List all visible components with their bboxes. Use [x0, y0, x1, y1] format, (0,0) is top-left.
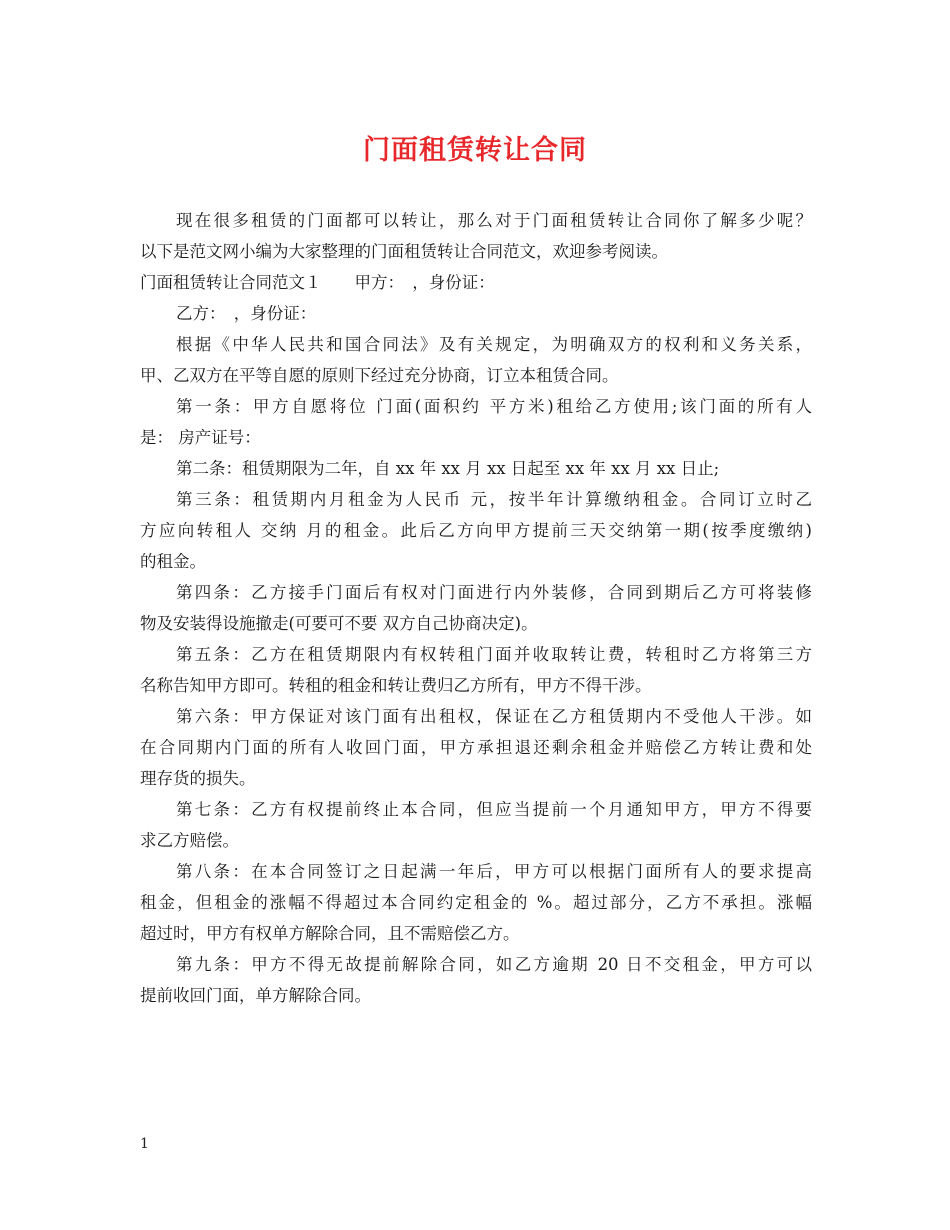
text-line: 根据《中华人民共和国合同法》及有关规定，为明确双方的权利和义务关系，: [176, 335, 812, 354]
text-line: 物及安装得设施撤走(可要可不要 双方自己协商决定)。: [140, 614, 538, 633]
page-number: 1: [140, 1136, 149, 1152]
text-line: 在合同期内门面的所有人收回门面，甲方承担退还剩余租金并赔偿乙方转让费和处: [140, 738, 812, 757]
text-line: 第七条：乙方有权提前终止本合同，但应当提前一个月通知甲方，甲方不得要: [176, 800, 812, 819]
document-title: 门面租赁转让合同: [363, 135, 587, 166]
text-line: 第八条：在本合同签订之日起满一年后，甲方可以根据门面所有人的要求提高: [176, 862, 812, 881]
text-line: 是： 房产证号：: [140, 428, 261, 447]
text-line: 以下是范文网小编为大家整理的门面租赁转让合同范文，欢迎参考阅读。: [140, 242, 668, 261]
text-line: 理存货的损失。: [140, 769, 256, 788]
text-line: 乙方： ，身份证：: [176, 304, 317, 323]
text-line: 现在很多租赁的门面都可以转让，那么对于门面租赁转让合同你了解多少呢？: [176, 211, 812, 230]
text-line: 第四条：乙方接手门面后有权对门面进行内外装修，合同到期后乙方可将装修: [176, 583, 812, 602]
text-line: 方应向转租人 交纳 月的租金。此后乙方向甲方提前三天交纳第一期(按季度缴纳): [140, 521, 812, 540]
text-line: 名称告知甲方即可。转租的租金和转让费归乙方所有，甲方不得干涉。: [140, 676, 652, 695]
text-line: 第一条：甲方自愿将位 门面(面积约 平方米)租给乙方使用;该门面的所有人: [176, 397, 812, 416]
text-line: 的租金。: [140, 552, 206, 571]
text-line: 租金，但租金的涨幅不得超过本合同约定租金的 %。超过部分，乙方不承担。涨幅: [140, 893, 812, 912]
text-line: 第二条：租赁期限为二年，自 xx 年 xx 月 xx 日起至 xx 年 xx 月 xx 日止;: [176, 459, 720, 478]
document-body: [140, 205, 812, 1011]
text-line: 第九条：甲方不得无故提前解除合同，如乙方逾期 20 日不交租金，甲方可以: [176, 955, 812, 974]
text-line: 求乙方赔偿。: [140, 831, 239, 850]
text-line: 第五条：乙方在租赁期限内有权转租门面并收取转让费，转租时乙方将第三方: [176, 645, 812, 664]
text-line: 门面租赁转让合同范文１ 甲方： ，身份证：: [140, 273, 495, 292]
text-line: 甲、乙双方在平等自愿的原则下经过充分协商，订立本租赁合同。: [140, 366, 619, 385]
text-line: 第六条：甲方保证对该门面有出租权，保证在乙方租赁期内不受他人干涉。如: [176, 707, 812, 726]
text-line: 提前收回门面，单方解除合同。: [140, 986, 371, 1005]
text-line: 第三条：租赁期内月租金为人民币 元，按半年计算缴纳租金。合同订立时乙: [176, 490, 812, 509]
text-line: 超过时，甲方有权单方解除合同，且不需赔偿乙方。: [140, 924, 520, 943]
